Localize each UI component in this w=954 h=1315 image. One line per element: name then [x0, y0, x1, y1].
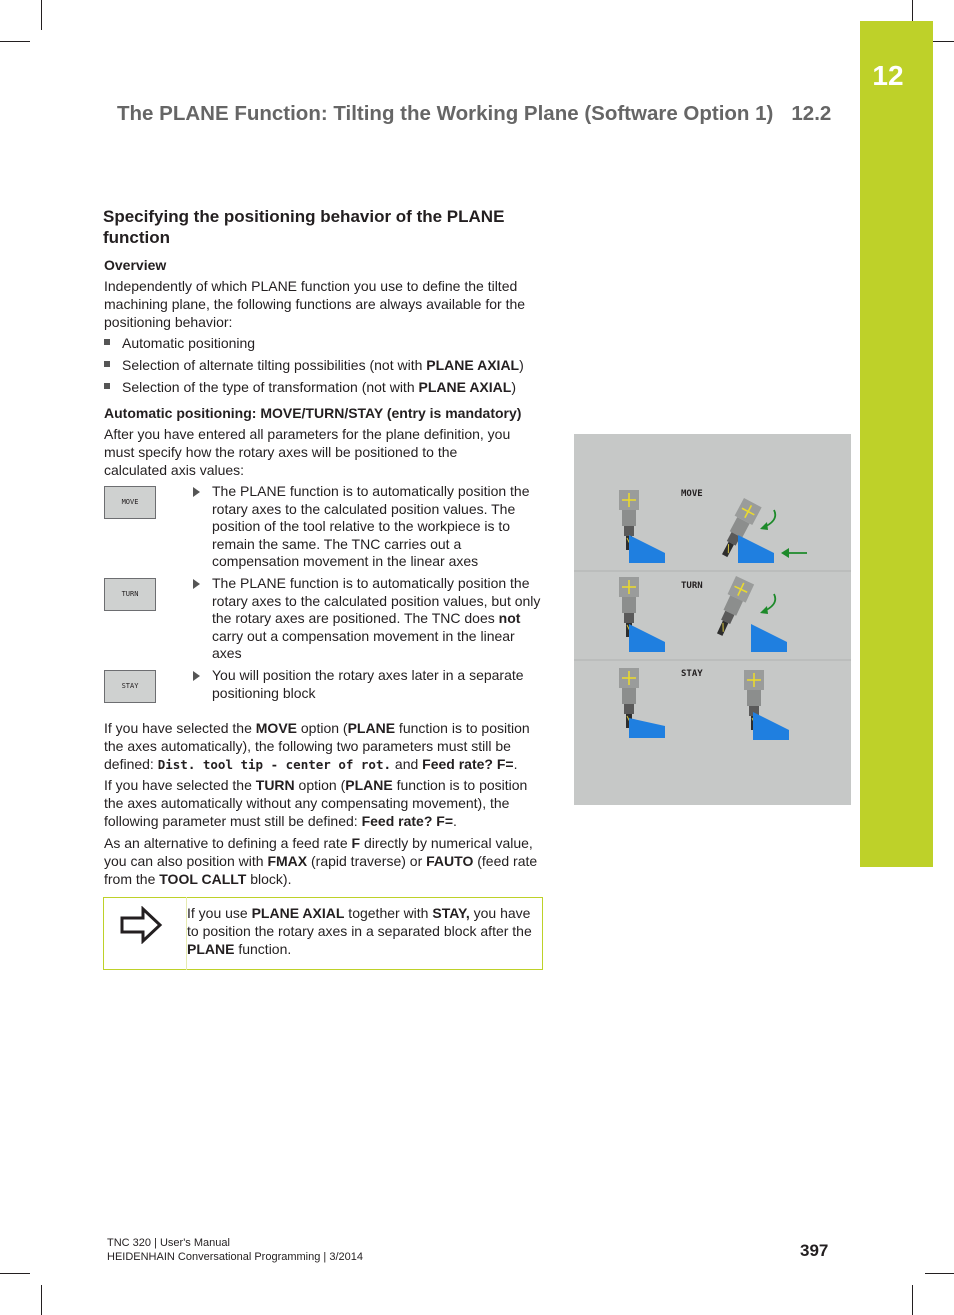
figure-panel-label: TURN — [681, 581, 703, 591]
softkey-stay-description: You will position the rotary axes later in a separate positioning block — [193, 667, 543, 702]
bullet-square-icon — [104, 361, 110, 367]
crop-mark — [925, 1273, 954, 1274]
page-number: 397 — [800, 1241, 829, 1260]
paragraph-feed-rate: As an alternative to defining a feed rate F directly by numerical value, you can also position with FMAX (rapid traverse) or FAUTO (feed rate from the TOOL CALLT block). — [104, 835, 538, 887]
crop-mark — [912, 0, 913, 22]
auto-positioning-intro: After you have entered all parameters for the plane definition, you must specify how the rotary axes will be positioned to the calculated axis values: — [104, 426, 511, 478]
header-section-number: 12.2 — [791, 102, 832, 125]
footer-text — [107, 1236, 363, 1264]
figure-panel-label: MOVE — [681, 489, 703, 499]
crop-mark — [912, 1285, 913, 1315]
bullet-square-icon — [104, 383, 110, 389]
chapter-number: 12 — [872, 60, 904, 91]
footer-line-2: HEIDENHAIN Conversational Programming | 3/2014 — [107, 1251, 363, 1263]
figure-illustration — [574, 434, 851, 805]
bullet-item: Selection of the type of transformation (not with PLANE AXIAL) — [104, 379, 516, 395]
running-header — [117, 102, 831, 126]
crop-mark — [0, 41, 30, 42]
crop-mark — [41, 0, 42, 30]
chapter-tab — [860, 21, 933, 867]
paragraph-turn-option: If you have selected the TURN option (PLANE function is to position the axes automatically without any compensating movement), the following parameter must still be defined: Feed rate? F=. — [104, 777, 528, 829]
footer-line-1: TNC 320 | User's Manual — [107, 1237, 230, 1249]
auto-positioning-heading: Automatic positioning: MOVE/TURN/STAY (entry is mandatory) — [104, 405, 522, 421]
softkey-stay: STAY — [104, 670, 156, 703]
header-title: The PLANE Function: Tilting the Working Plane (Software Option 1) — [117, 102, 774, 125]
figure-move-turn-stay — [574, 434, 851, 805]
section-heading: Specifying the positioning behavior of the PLANE function — [103, 207, 505, 247]
arrow-right-icon — [119, 906, 163, 944]
bullet-square-icon — [104, 339, 110, 345]
overview-intro: Independently of which PLANE function you use to define the tilted machining plane, the following functions are always available for the positioning behavior: — [104, 278, 526, 330]
overview-heading: Overview — [104, 257, 167, 273]
crop-mark — [41, 1285, 42, 1315]
bullet-item: Selection of alternate tilting possibilities (not with PLANE AXIAL) — [104, 357, 524, 373]
paragraph-move-option: If you have selected the MOVE option (PLANE function is to position the axes automatically), the following two parameters must still be defined: Dist. tool tip - center of rot. and Feed rate? F=. — [104, 720, 530, 772]
triangle-bullet-icon — [193, 487, 200, 497]
figure-panel-label: STAY — [681, 669, 703, 679]
triangle-bullet-icon — [193, 671, 200, 681]
softkey-turn: TURN — [104, 578, 156, 611]
crop-mark — [0, 1273, 30, 1274]
triangle-bullet-icon — [193, 579, 200, 589]
bullet-item: Automatic positioning — [104, 335, 255, 351]
softkey-move: MOVE — [104, 486, 156, 519]
softkey-move-description: The PLANE function is to automatically position the rotary axes to the calculated position values. The position of the tool relative to the workpiece is to remain the same. The TNC carries out a compensation movement in the linear axes — [193, 483, 543, 571]
note-text: If you use PLANE AXIAL together with STAY, you have to position the rotary axes in a separated block after the PLANE function. — [187, 905, 532, 957]
softkey-turn-description: The PLANE function is to automatically position the rotary axes to the calculated position values, but only the rotary axes are positioned. The TNC does not carry out a compensation movement in the linear axes — [193, 575, 543, 663]
